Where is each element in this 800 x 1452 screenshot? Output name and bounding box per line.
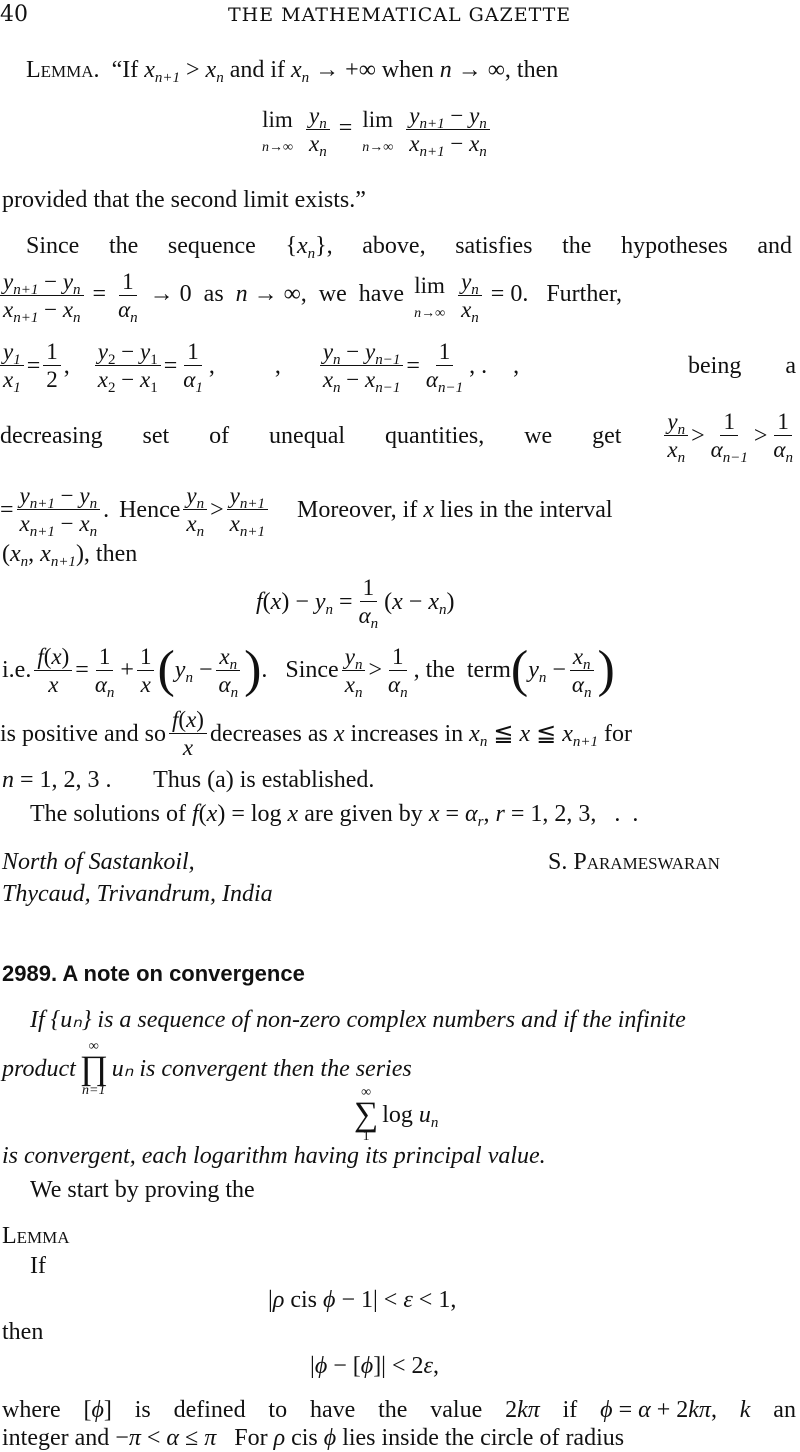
inequality-2: |ϕ − [ϕ]| < 2ε,	[310, 1353, 439, 1379]
sum-formula: ∞ ∑ 1 $\log u_n$	[354, 1085, 439, 1144]
where-line: where [ϕ] is defined to have the value 2kπ if ϕ = α + 2kπ, k an	[2, 1397, 796, 1423]
prod-upper: ∞	[88, 1039, 99, 1054]
address-line-1: North of Sastankoil,	[2, 849, 195, 875]
paragraph-line: ($x_n$, $x_{n+1}$), then	[2, 541, 138, 570]
solutions-line: The solutions of f(x) = log x are given by $x = \alpha_r$, r = 1, 2, 3, . .	[30, 801, 639, 830]
start-line: We start by proving the	[30, 1177, 255, 1203]
journal-title: THE MATHEMATICAL GAZETTE	[228, 4, 572, 26]
paragraph-line: n = 1, 2, 3 . Thus (a) is established.	[2, 767, 375, 793]
product-label: product	[2, 1056, 76, 1082]
theorem-line-4: is convergent, each logarithm having its principal value.	[2, 1143, 546, 1169]
lim-label: lim	[362, 107, 394, 132]
paragraph-line: = $\frac{y_{n+1} - y_n}{x_{n+1} - x_n}$ . Hence $\frac{y_n}{x_n}$ > $\frac{y_{n+1}}{x_{n+1}}$ Moreover, if x lies in the interval	[0, 483, 613, 540]
display-equation: $f(x) - y_n$ = $\frac{1}{\alpha_n}$ $(x - x_n)$	[256, 575, 455, 632]
lemma-statement: Lemma. “If $x_{n+1} > x_n$ and if $x_n$ → +∞ when n → ∞, then	[26, 57, 559, 86]
sum-symbol: ∞ ∑ 1	[354, 1085, 379, 1144]
inequality-1: |ρ cis ϕ − 1| < ε < 1,	[268, 1287, 457, 1313]
lemma-formula: lim n→∞ $\frac{y_n}{x_n}$ = lim n→∞ $\frac{y_{n+1} - y_n}{x_{n+1} - x_n}$	[258, 104, 493, 155]
lemma-label: Lemma.	[26, 57, 100, 83]
integer-line: integer and −π < α ≤ π For ρ cis ϕ lies inside the circle of radius	[2, 1425, 625, 1451]
paragraph-line: $\frac{y_1}{x_1}$ = $\frac{1}{2}$ , $\frac{y_2 - y_1}{x_2 - x_1}$ = $\frac{1}{\alpha_1}$ , , $\frac{y_n - y_{n-1}}{x_n - x_{n-1}}$ = $\frac{1}{\alpha_{n-1}}$ , . , being a	[0, 340, 796, 391]
product-post-text: uₙ is convergent then the series	[111, 1056, 412, 1082]
paragraph-line: $\frac{y_{n+1} - y_n}{x_{n+1} - x_n}$ = $\frac{1}{\alpha_n}$ → 0 as n → ∞, we have lim n→∞ $\frac{y_n}{x_n}$ = 0. Further,	[0, 270, 622, 321]
paragraph-line: i.e. $\frac{f(x)}{x}$ = $\frac{1}{\alpha_n}$ + $\frac{1}{x}$ ( $y_n$ − $\frac{x_n}{\alpha_n}$ ) . Since $\frac{y_n}{x_n}$ > $\frac{1}{\alpha_n}$ , the term ( $y_n$ − $\frac{x_n}{\alpha_n}$ )	[2, 641, 615, 701]
note-title: 2989. A note on convergence	[2, 961, 305, 986]
then-label: then	[2, 1319, 44, 1345]
if-label: If	[30, 1253, 46, 1279]
lemma2-label: Lemma	[2, 1223, 70, 1249]
paragraph-line: decreasing set of unequal quantities, we get $\frac{y_n}{x_n}$ > $\frac{1}{\alpha_{n-1}}$ > $\frac{1}{\alpha_n}$	[0, 409, 793, 466]
lim-subscript: n→∞	[262, 140, 293, 155]
proviso-text: provided that the second limit exists.”	[2, 187, 366, 213]
sum-upper: ∞	[361, 1085, 372, 1100]
paragraph-line: is positive and so $\frac{f(x)}{x}$ decreases as x increases in $x_n$ ≦ x ≦ $x_{n+1}$ for	[0, 707, 632, 760]
paragraph-line: Since the sequence $\{x_n\}$, above, satisfies the hypotheses and	[26, 233, 792, 262]
prod-lower: n=1	[82, 1083, 106, 1098]
fraction: $\frac{y_{n+1} - y_n}{x_{n+1} - x_n}$	[406, 104, 490, 155]
lim-label: lim	[262, 107, 293, 132]
address-line-2: Thycaud, Trivandrum, India	[2, 881, 273, 907]
theorem-line-1: If {uₙ} is a sequence of non-zero complex numbers and if the infinite	[30, 1007, 686, 1033]
author-name: S. Parameswaran	[548, 849, 720, 875]
established-text: Thus (a) is established.	[153, 767, 375, 793]
fraction: $\frac{y_n}{x_n}$	[306, 104, 330, 155]
page-number: 40	[0, 2, 28, 27]
lim-subscript: n→∞	[362, 140, 394, 155]
product-symbol: ∞ ∏ n=1	[79, 1039, 108, 1098]
sum-lower: 1	[362, 1129, 370, 1144]
